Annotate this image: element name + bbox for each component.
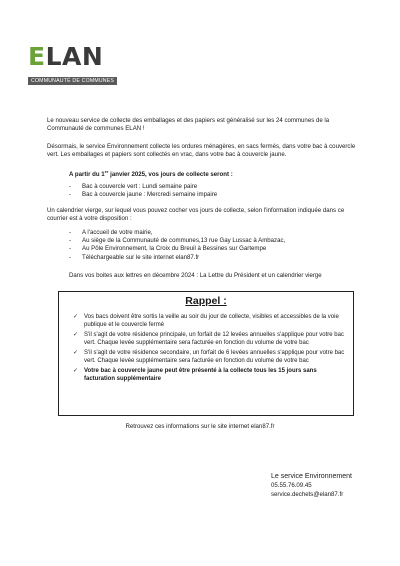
start-date-pre: A partir du 1 (69, 171, 105, 178)
mailbox-paragraph: Dans vos boites aux lettres en décembre 2024 : La Lettre du Président et un calendrier vierge (69, 272, 322, 279)
intro-paragraph: Le nouveau service de collecte des emballages et des papiers est généralisé sur les 24 communes de la Communauté de communes ELAN ! (47, 117, 330, 133)
check-icon: ✓ (73, 350, 79, 356)
check-icon: ✓ (73, 314, 79, 320)
signature-block (271, 472, 352, 499)
reminder-item: ✓ S'il s'agit de votre résidence principale, un forfait de 12 levées annuelles s'applique pour votre bac vert. Chaque levée supplémentaire sera facturée en fonction du volume de votre bac (73, 332, 344, 346)
signature-name: Le service Environnement (271, 473, 352, 480)
logo-tagline: COMMUNAUTÉ DE COMMUNES (28, 77, 117, 85)
reminder-box (58, 291, 354, 416)
start-date-sup: er (104, 168, 109, 174)
signature-phone: 05.55.76.09.45 (271, 482, 312, 489)
logo-letter-e: E (28, 42, 46, 71)
location-item: - Au siège de la Communauté de communes,13 rue Gay Lussac à Ambazac, (69, 237, 285, 245)
check-icon: ✓ (73, 368, 79, 374)
elan-logo (28, 44, 120, 87)
reminder-item: ✓ S'il s'agit de votre résidence secondaire, un forfait de 6 levées annuelles s'applique pour votre bac vert. Chaque levée supplémentaire sera facturée en fonction du volume de votre bac (73, 350, 345, 364)
start-date-heading (69, 168, 359, 179)
start-date-post: janvier 2025, vos jours de collecte seront : (108, 171, 233, 178)
check-icon: ✓ (73, 332, 79, 338)
schedule-item-yellow: - Bac à couvercle jaune : Mercredi semaine impaire (69, 191, 217, 199)
logo-wordmark (28, 44, 120, 69)
signature-email: service.dechets@elan87.fr (271, 490, 344, 498)
logo-letters: LAN (45, 42, 104, 71)
calendar-paragraph: Un calendrier vierge, sur lequel vous pouvez cocher vos jours de collecte, selon l'information indiquée dans ce courrier est à votre disposition : (47, 207, 345, 223)
schedule-list (69, 183, 217, 199)
description-paragraph: Désormais, le service Environnement collecte les ordures ménagères, en sacs fermés, dans votre bac à couvercle vert. Les emballages et papiers sont collectés en vrac, dans votre bac à couvercle jaune. (47, 143, 356, 159)
locations-list (69, 229, 285, 262)
reminder-item: ✓ Vos bacs doivent être sortis la veille au soir du jour de collecte, visibles et accessibles de la voie publique et le couvercle fermé (73, 314, 339, 328)
schedule-item-green: - Bac à couvercle vert : Lundi semaine paire (69, 183, 217, 191)
location-item: - A l'accueil de votre mairie, (69, 229, 285, 237)
location-item: - Téléchargeable sur le site internet elan87.fr (69, 254, 285, 262)
reminder-item: ✓ Votre bac à couvercle jaune peut être présenté à la collecte tous les 15 jours sans facturation supplémentaire (73, 368, 317, 382)
reminder-title: Rappel : (185, 295, 227, 307)
location-item: - Au Pôle Environnement, la Croix du Breuil à Bessines sur Gartempe (69, 245, 285, 253)
website-note: Retrouvez ces informations sur le site internet elan87.fr (125, 423, 275, 430)
reminder-list (73, 313, 345, 385)
